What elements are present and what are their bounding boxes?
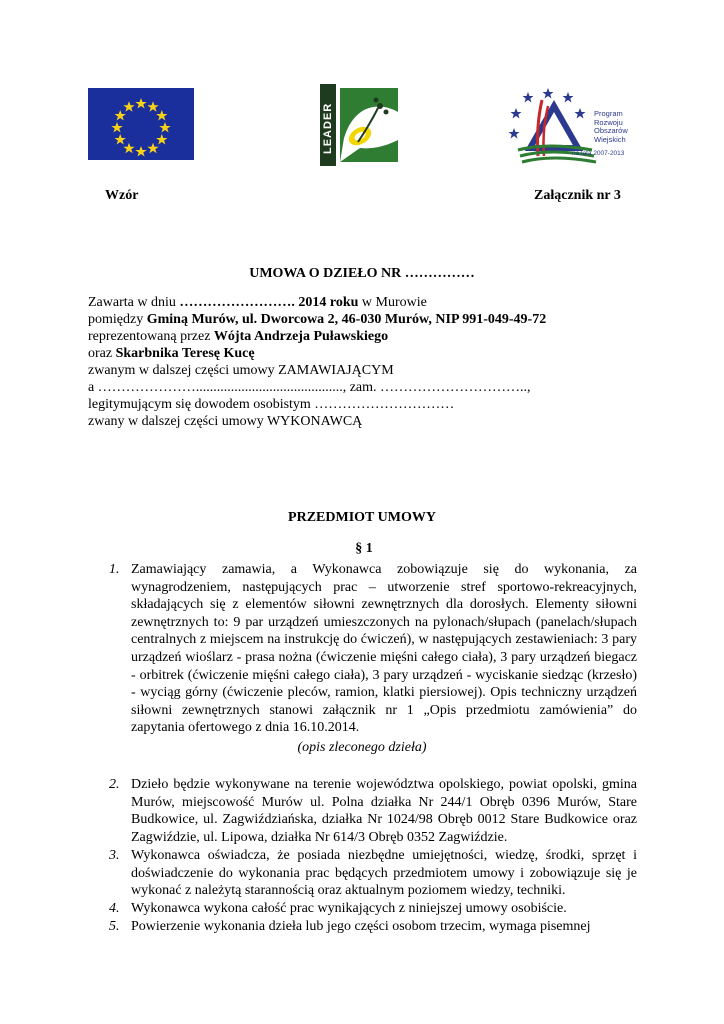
prow-line: Program bbox=[594, 109, 623, 118]
document-title: UMOWA O DZIEŁO NR …………… bbox=[249, 266, 475, 281]
list-number: 4. bbox=[109, 901, 120, 916]
paragraph-sign: § 1 bbox=[355, 541, 373, 556]
contract-date: ……………………. 2014 roku bbox=[179, 295, 359, 310]
list-text: Zamawiający zamawia, a Wykonawca zobowiązuje się do wykonania, za wynagrodzeniem, następujących prac – utworzenie stref sportowo-rekreacyjnych, składających się z elementów siłowni zewnętrznych dla dorosłych. Elementy siłowni zewnętrznych to: 9 par urządzeń umieszczonych na pylonach/słupach (panelach/słupach centralnych z miejscem na instrukcję do ćwiczeń), w następujących zestawieniach: 3 pary urządzeń wioślarz - prasa nożna (ćwiczenie mięśni całego ciała), 3 pary urządzeń biegacz - orbitrek (ćwiczenie mięśni całego ciała), 3 pary urządzeń - wyciskanie siedząc (krzesło) - wyciąg górny (ćwiczenie pleców, ramion, klatki piersiowej). Opis techniczny urządzeń siłowni zewnętrznych stanowi załącznik nr 1 „Opis przedmiotu zamówienia” do zapytania ofertowego z dnia 16.10.2014. bbox=[131, 562, 637, 736]
list-text: Powierzenie wykonania dzieła lub jego części osobom trzecim, wymaga pisemnej bbox=[131, 919, 591, 934]
leader-logo-icon bbox=[320, 84, 400, 166]
list-item bbox=[111, 918, 637, 936]
list-number: 5. bbox=[109, 919, 120, 934]
document-label: Wzór bbox=[105, 188, 139, 203]
prow-line: Rozwoju bbox=[594, 117, 623, 127]
intro-line: legitymującym się dowodem osobistym ………………………… bbox=[88, 397, 455, 412]
list-text: Wykonawca oświadcza, że posiada niezbędne umiejętności, wiedzę, środki, sprzęt i doświadczenie do wykonania prac będących przedmiotem umowy i zobowiązuje się je wykonać z należytą starannością oraz aktualnym poziomem wiedzy, techniki. bbox=[131, 848, 637, 899]
intro-text: pomiędzy bbox=[88, 312, 147, 327]
list-text: Wykonawca wykona całość prac wynikających z niniejszej umowy osobiście. bbox=[131, 901, 567, 916]
list-item bbox=[111, 900, 637, 918]
list-number: 1. bbox=[109, 562, 120, 577]
contract-parties bbox=[88, 294, 648, 430]
party-representative: Wójta Andrzeja Puławskiego bbox=[213, 329, 389, 344]
prow-years: na lata 2007-2013 bbox=[572, 150, 625, 157]
prow-line: Wiejskich bbox=[594, 134, 626, 144]
intro-text: reprezentowaną przez bbox=[88, 329, 214, 344]
list-number: 3. bbox=[109, 848, 120, 863]
list-number: 2. bbox=[109, 777, 120, 792]
leader-logo-text: LEADER bbox=[322, 102, 334, 154]
logo-bar bbox=[0, 84, 724, 174]
intro-line: zwany w dalszej części umowy WYKONAWCĄ bbox=[88, 414, 363, 429]
intro-text: w Murowie bbox=[358, 295, 427, 310]
work-description-caption: (opis zleconego dzieła) bbox=[297, 740, 427, 755]
intro-text: oraz bbox=[88, 346, 116, 361]
intro-line bbox=[88, 345, 648, 362]
prow-line: Obszarów bbox=[594, 126, 628, 135]
list-item bbox=[111, 776, 637, 846]
attachment-label: Załącznik nr 3 bbox=[534, 188, 621, 203]
intro-line bbox=[88, 328, 648, 345]
section-title: PRZEDMIOT UMOWY bbox=[288, 510, 436, 525]
intro-text: Zawarta w dniu bbox=[88, 295, 180, 310]
party-municipality: Gminą Murów, ul. Dworcowa 2, 46-030 Murów, NIP 991-049-49-72 bbox=[146, 312, 547, 327]
list-item bbox=[111, 847, 637, 900]
list-item bbox=[111, 561, 637, 737]
prow-logo-text bbox=[594, 110, 628, 144]
intro-line: a ………………….........................................., zam. ………………………….., bbox=[88, 380, 531, 395]
intro-line: zwanym w dalszej części umowy ZAMAWIAJĄCYM bbox=[88, 363, 394, 378]
eu-flag-icon bbox=[88, 88, 194, 160]
list-text: Dzieło będzie wykonywane na terenie województwa opolskiego, powiat opolski, gmina Murów, miejscowość Murów ul. Polna działka Nr 244/1 Obręb 0396 Murów, Stare Budkowice, ul. Zagwiździańska, działka Nr 1024/98 Obręb 0012 Stare Budkowice oraz Zagwiździe, ul. Lipowa, działka Nr 614/3 Obręb 0352 Zagwiździe. bbox=[131, 777, 637, 845]
intro-line bbox=[88, 294, 648, 311]
party-treasurer: Skarbnika Teresę Kucę bbox=[115, 346, 255, 361]
intro-line bbox=[88, 311, 648, 328]
